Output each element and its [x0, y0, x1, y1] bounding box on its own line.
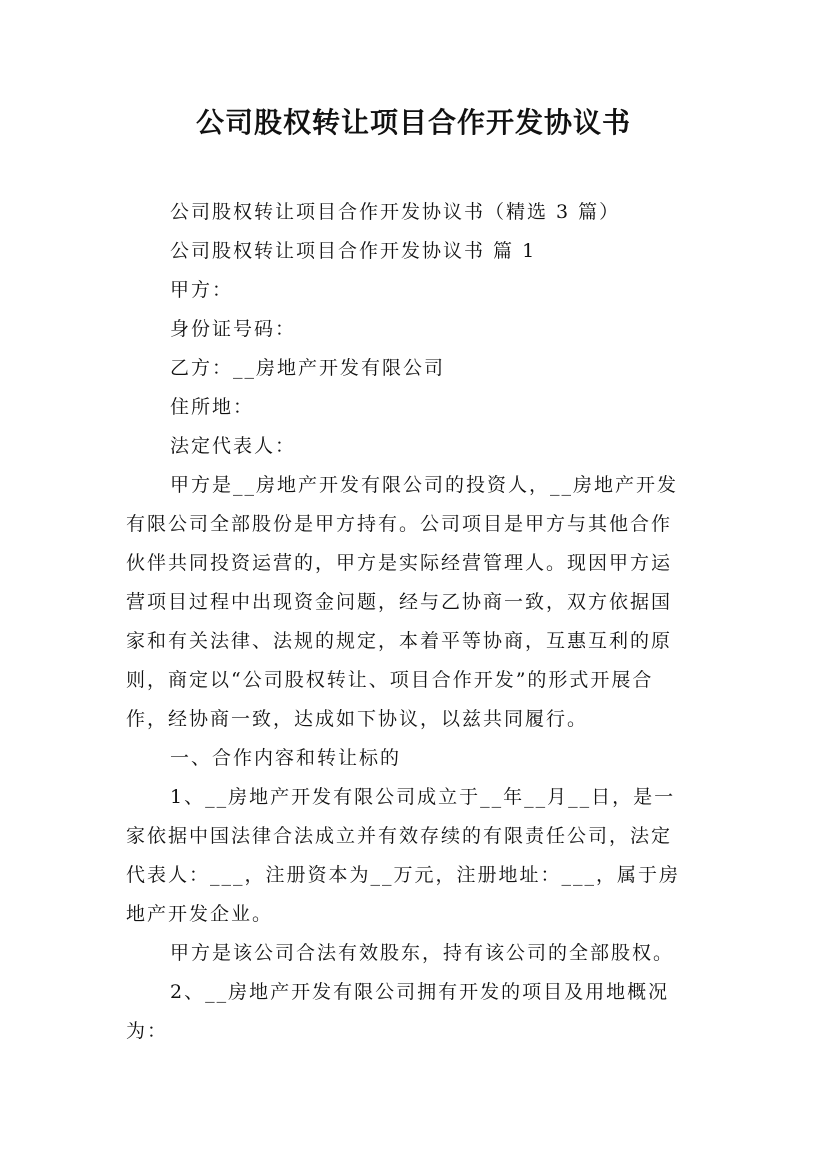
item-1-line: 1、__房地产开发有限公司成立于__年__月__日，是一 [170, 786, 676, 808]
item-2-line: 2、__房地产开发有限公司拥有开发的项目及用地概况 [170, 981, 670, 1003]
item-1-line: 地产开发企业。 [126, 903, 274, 925]
intro-paragraph [126, 466, 706, 739]
shareholder-statement: 甲方是该公司合法有效股东，持有该公司的全部股权。 [170, 942, 675, 964]
legal-rep-label: 法定代表人： [170, 435, 297, 457]
section-heading: 公司股权转让项目合作开发协议书 篇 1 [170, 240, 537, 262]
item-1-paragraph [126, 778, 706, 934]
intro-line: 营项目过程中出现资金问题，经与乙协商一致，双方依据国 [126, 591, 673, 613]
intro-line: 作，经协商一致，达成如下协议，以兹共同履行。 [126, 708, 589, 730]
intro-line: 家和有关法律、法规的规定，本着平等协商，互惠互利的原 [126, 630, 673, 652]
party-b-label: 乙方：__房地产开发有限公司 [170, 357, 446, 379]
clause-one-heading: 一、合作内容和转让标的 [170, 747, 402, 769]
document-title: 公司股权转让项目合作开发协议书 [195, 106, 631, 139]
intro-line: 则，商定以“公司股权转让、项目合作开发”的形式开展合 [126, 669, 654, 691]
document-subtitle: 公司股权转让项目合作开发协议书（精选 3 篇） [170, 201, 621, 223]
item-1-line: 家依据中国法律合法成立并有效存续的有限责任公司，法定 [126, 825, 673, 847]
document-body [126, 193, 706, 1051]
item-1-line: 代表人：___，注册资本为__万元，注册地址：___，属于房 [126, 864, 681, 886]
item-2-paragraph [126, 973, 706, 1051]
id-number-label: 身份证号码： [170, 318, 297, 340]
intro-line: 甲方是__房地产开发有限公司的投资人，__房地产开发 [170, 474, 679, 496]
intro-line: 伙伴共同投资运营的，甲方是实际经营管理人。现因甲方运 [126, 552, 673, 574]
party-a-label: 甲方： [170, 279, 234, 301]
intro-line: 有限公司全部股份是甲方持有。公司项目是甲方与其他合作 [126, 513, 673, 535]
address-label: 住所地： [170, 396, 255, 418]
item-2-line: 为： [126, 1020, 169, 1042]
